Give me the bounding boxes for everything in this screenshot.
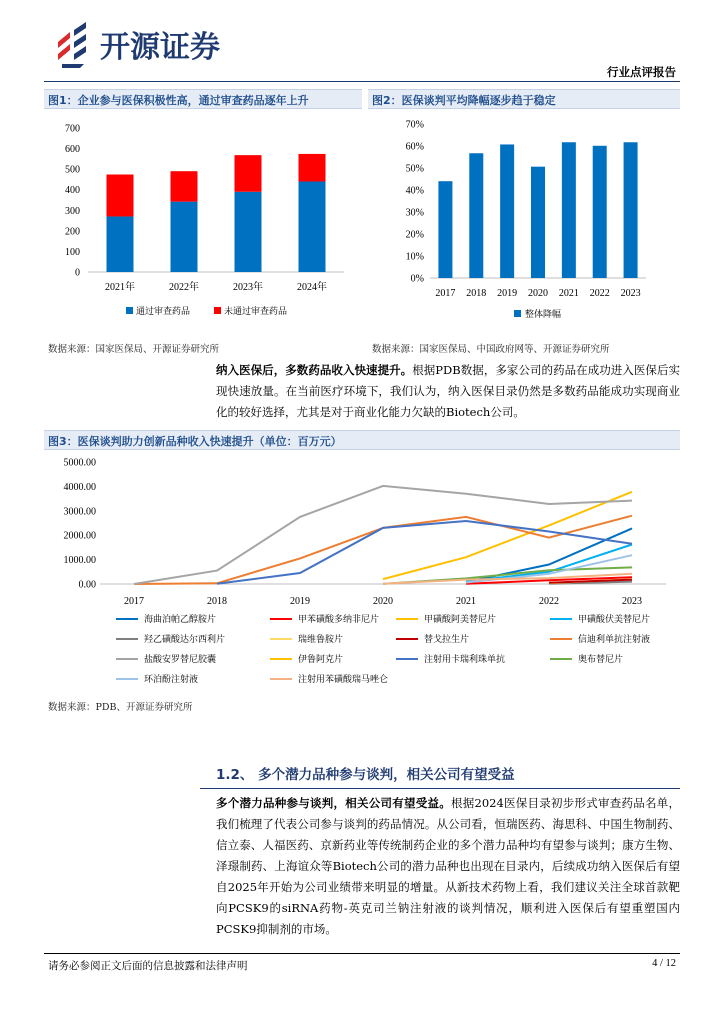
- x-tick-label: 2024年: [297, 282, 327, 293]
- bar-reduction: [562, 142, 576, 278]
- y-tick-label: 30%: [405, 207, 424, 219]
- y-tick-label: 600: [65, 144, 80, 156]
- bar-approved: [171, 202, 198, 272]
- y-tick-label: 300: [65, 205, 80, 217]
- footer-disclaimer: 请务必参阅正文后面的信息披露和法律声明: [48, 960, 248, 972]
- figure1-title: 图1：企业参与医保积极性高，通过审查药品逐年上升: [48, 94, 309, 107]
- legend-label: 替戈拉生片: [424, 635, 470, 645]
- figure1-source: 数据来源：国家医保局、开源证券研究所: [48, 344, 220, 355]
- legend-label: 注射用卡瑞利珠单抗: [424, 655, 506, 665]
- paragraph-candidates: [216, 793, 680, 935]
- y-tick-label: 70%: [405, 119, 424, 131]
- y-tick-label: 0.00: [78, 579, 96, 591]
- figure2-chart: [368, 114, 680, 326]
- y-tick-label: 100: [65, 246, 80, 258]
- bar-reduction: [624, 142, 638, 278]
- x-tick-label: 2021: [558, 288, 579, 299]
- bar-rejected: [171, 171, 198, 201]
- legend-label: 甲磺酸阿美替尼片: [424, 615, 497, 625]
- bar-reduction: [438, 181, 452, 278]
- legend-swatch: [126, 307, 133, 314]
- paragraph-revenue-lead: 纳入医保后，多数药品收入快速提升。: [216, 363, 413, 377]
- y-tick-label: 60%: [405, 141, 424, 153]
- legend-swatch: [514, 310, 521, 317]
- figure3-chart: [44, 452, 680, 692]
- x-tick-label: 2017: [435, 288, 456, 299]
- y-tick-label: 0%: [410, 273, 424, 285]
- paragraph-candidates-lead: 多个潜力品种参与谈判，相关公司有望受益。: [216, 796, 451, 810]
- bar-rejected: [299, 154, 326, 182]
- legend-label: 甲磺酸伏美替尼片: [578, 615, 651, 625]
- x-tick-label: 2023年: [233, 282, 263, 293]
- y-tick-label: 5000.00: [63, 457, 96, 469]
- x-tick-label: 2019: [497, 288, 518, 299]
- legend-label: 注射用苯磺酸瑞马唑仑: [298, 675, 389, 685]
- x-tick-label: 2019: [290, 596, 310, 607]
- paragraph-revenue: [216, 360, 680, 426]
- legend-swatch: [214, 307, 221, 314]
- paragraph-candidates-body: 根据2024医保目录初步形式审查药品名单，我们梳理了代表公司参与谈判的药品情况。从公司看，恒瑞医药、海思科、中国生物制药、信立泰、人福医药、京新药业等传统制药企业的多个潜力品种均有望参与谈判；康方生物、泽璟制药、上海谊众等Biotech公司的潜力品种也出现在目录内，后续成功纳入医保后有望自2025年开始为公司业绩带来明显的增量。从新技术药物上看，我们建议关注全球首款靶向PCSK9的siRNA药物-英克司兰钠注射液的谈判情况，顺利进入医保后有望重塑国内PCSK9抑制剂的市场。: [216, 796, 681, 936]
- legend-label: 信迪利单抗注射液: [578, 635, 651, 645]
- x-tick-label: 2018: [207, 596, 227, 607]
- x-tick-label: 2022: [539, 596, 559, 607]
- legend-label: 整体降幅: [525, 310, 562, 320]
- legend-label: 未通过审查药品: [224, 307, 288, 317]
- footer-divider: [44, 953, 680, 954]
- company-logo: [54, 22, 284, 70]
- legend-label: 瑞维鲁胺片: [298, 635, 344, 645]
- x-tick-label: 2018: [466, 288, 487, 299]
- x-tick-label: 2023: [622, 596, 642, 607]
- y-tick-label: 400: [65, 185, 80, 197]
- figure3-title: 图3：医保谈判助力创新品种收入快速提升（单位：百万元）: [48, 435, 342, 448]
- y-tick-label: 10%: [405, 251, 424, 263]
- paragraph-revenue-body: 根据PDB数据，多家公司的药品在成功进入医保后实现快速放量。在当前医疗环境下，我们认为，纳入医保目录仍然是多数药品能成功实现商业化的较好选择，尤其是对于商业化能力欠缺的Biotech公司。: [216, 363, 680, 419]
- logo-mark-icon: [54, 22, 284, 70]
- y-tick-label: 1000.00: [63, 555, 96, 567]
- report-type: 行业点评报告: [607, 65, 676, 79]
- page-number: 4 / 12: [652, 958, 676, 969]
- legend-label: 通过审查药品: [136, 307, 191, 317]
- legend-label: 海曲泊帕乙醇胺片: [144, 615, 217, 625]
- x-tick-label: 2022: [589, 288, 610, 299]
- legend-label: 甲苯磺酸多纳非尼片: [298, 615, 380, 625]
- y-tick-label: 3000.00: [63, 506, 96, 518]
- legend-label: 伊鲁阿克片: [298, 655, 344, 665]
- figure2-title: 图2：医保谈判平均降幅逐步趋于稳定: [372, 94, 556, 107]
- y-tick-label: 2000.00: [63, 530, 96, 542]
- legend-label: 盐酸安罗替尼胶囊: [144, 655, 217, 665]
- figure2-source: 数据来源：国家医保局、中国政府网等、开源证券研究所: [372, 344, 610, 355]
- series-line: [134, 516, 632, 584]
- header-divider: [44, 81, 680, 82]
- bar-approved: [235, 192, 262, 272]
- x-tick-label: 2017: [124, 596, 144, 607]
- y-tick-label: 200: [65, 226, 80, 238]
- y-tick-label: 0: [75, 267, 80, 279]
- x-tick-label: 2023: [620, 288, 641, 299]
- legend-label: 奥布替尼片: [578, 655, 624, 665]
- legend-label: 羟乙磺酸达尔西利片: [144, 635, 226, 645]
- x-tick-label: 2022年: [169, 282, 199, 293]
- y-tick-label: 4000.00: [63, 481, 96, 493]
- bar-reduction: [469, 153, 483, 278]
- x-tick-label: 2020: [373, 596, 393, 607]
- bar-rejected: [235, 155, 262, 192]
- section-heading: 1.2、 多个潜力品种参与谈判，相关公司有望受益: [216, 767, 515, 783]
- bar-approved: [107, 216, 134, 272]
- x-tick-label: 2021年: [105, 282, 135, 293]
- series-line: [383, 492, 632, 579]
- figure1-chart: [44, 114, 362, 326]
- x-tick-label: 2021: [456, 596, 476, 607]
- logo-text: 开源证券: [100, 30, 220, 65]
- y-tick-label: 50%: [405, 163, 424, 175]
- bar-reduction: [593, 146, 607, 278]
- x-tick-label: 2020: [528, 288, 548, 299]
- bar-reduction: [531, 167, 545, 278]
- y-tick-label: 40%: [405, 185, 424, 197]
- section-divider: [200, 788, 680, 789]
- y-tick-label: 500: [65, 164, 80, 176]
- bar-rejected: [107, 174, 134, 216]
- bar-approved: [299, 181, 326, 272]
- bar-reduction: [500, 144, 514, 278]
- y-tick-label: 20%: [405, 229, 424, 241]
- legend-label: 环泊酚注射液: [144, 675, 199, 685]
- figure3-source: 数据来源：PDB、开源证券研究所: [48, 702, 193, 713]
- y-tick-label: 700: [65, 123, 80, 135]
